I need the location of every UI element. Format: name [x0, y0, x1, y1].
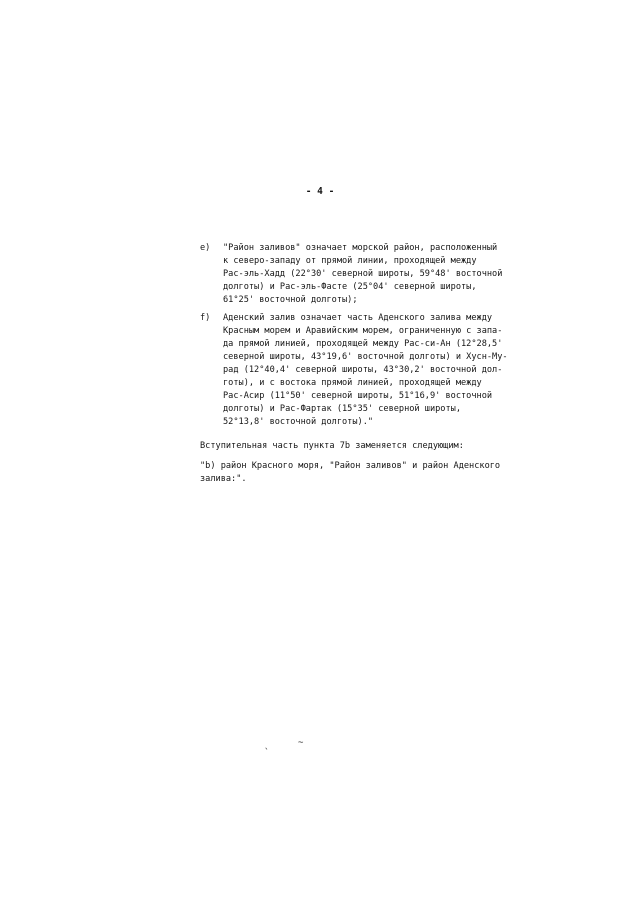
list-item-line: "Район заливов" означает морской район, расположенный [223, 243, 498, 253]
scan-artifact: ~ [298, 738, 304, 748]
list-item-line: к северо-западу от прямой линии, проходящей между [223, 256, 477, 266]
quote-line: залива:". [200, 474, 247, 484]
list-item-line: Красным морем и Аравийским морем, ограниченную с запа- [223, 326, 503, 336]
page-number: - 4 - [305, 186, 335, 197]
list-item-line: северной широты, 43°19,6' восточной долготы) и Хусн-Му- [223, 352, 508, 362]
list-item-line: долготы) и Рас-эль-Фасте (25°04' северной широты, [223, 282, 477, 292]
intro-text: Вступительная часть пункта 7b заменяется следующим: [200, 441, 464, 451]
list-item-line: 61°25' восточной долготы); [223, 295, 358, 305]
list-item-line: Рас-эль-Хадд (22°30' северной широты, 59°48' восточной [223, 269, 503, 279]
quote-line: "b) район Красного моря, "Район заливов" и район Аденского [200, 461, 501, 471]
list-marker: f) [200, 313, 211, 323]
list-item-line: да прямой линией, проходящей между Рас-си-Ан (12°28,5' [223, 339, 503, 349]
scan-artifact: ` [264, 748, 270, 758]
list-marker: e) [200, 243, 211, 253]
list-item-line: Аденский залив означает часть Аденского залива между [223, 313, 493, 323]
list-item-line: долготы) и Рас-Фартак (15°35' северной широты, [223, 404, 461, 414]
list-item-line: готы), и с востока прямой линией, проходящей между [223, 378, 482, 388]
list-item-line: рад (12°40,4' северной широты, 43°30,2' восточной дол- [223, 365, 503, 375]
list-item-line: Рас-Асир (11°50' северной широты, 51°16,9' восточной [223, 391, 493, 401]
list-item-line: 52°13,8' восточной долготы)." [223, 417, 374, 427]
